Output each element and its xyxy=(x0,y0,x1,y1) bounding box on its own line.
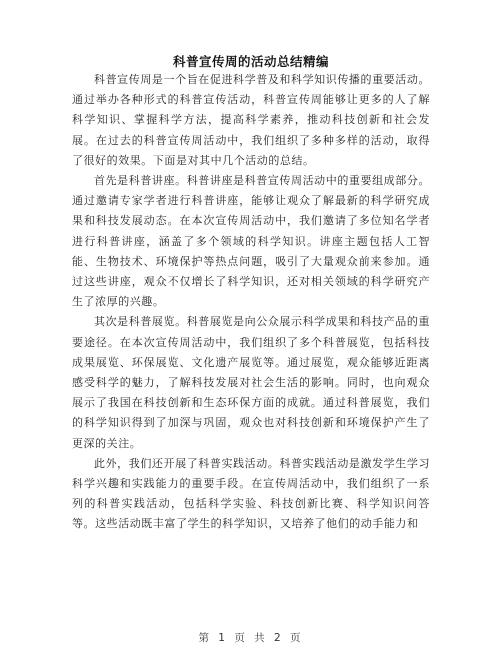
paragraph-practice: 此外，我们还开展了科普实践活动。科普实践活动是激发学生学习科学兴趣和实践能力的重要手段。在宣传周活动中，我们组织了一系列的科普实践活动，包括科学实验、科技创新比赛、科学知识问答等。这些活动既丰富了学生的科学知识，又培养了他们的动手能力和 xyxy=(72,456,430,531)
paragraph-lectures: 首先是科普讲座。科普讲座是科普宣传周活动中的重要组成部分。通过邀请专家学者进行科普讲座，能够让观众了解最新的科学研究成果和科技发展动态。在本次宣传周活动中，我们邀请了多位知名学者进行科普讲座，涵盖了多个领域的科学知识。讲座主题包括人工智能、生物技术、环境保护等热点问题，吸引了大量观众前来参加。通过这些讲座，观众不仅增长了科学知识，还对相关领域的科学研究产生了浓厚的兴趣。 xyxy=(72,174,430,309)
paragraph-exhibitions: 其次是科普展览。科普展览是向公众展示科学成果和科技产品的重要途径。在本次宣传周活动中，我们组织了多个科普展览，包括科技成果展览、环保展览、文化遗产展览等。通过展览，观众能够近距离感受科学的魅力，了解科技发展对社会生活的影响。同时，也向观众展示了我国在科技创新和生态环保方面的成就。通过科普展览，我们的科学知识得到了加深与巩固，观众也对科技创新和环境保护产生了更深的关注。 xyxy=(72,315,430,450)
paragraph-intro: 科普宣传周是一个旨在促进科学普及和科学知识传播的重要活动。通过举办各种形式的科普宣传活动，科普宣传周能够让更多的人了解科学知识、掌握科学方法，提高科学素养，推动科技创新和社会发展。在过去的科普宣传周活动中，我们组织了多种多样的活动，取得了很好的效果。下面是对其中几个活动的总结。 xyxy=(72,73,430,167)
document-title: 科普宣传周的活动总结精编 xyxy=(172,54,329,69)
document-body xyxy=(72,70,430,535)
page-number-footer: 第 1 页 共 2 页 xyxy=(198,632,304,644)
